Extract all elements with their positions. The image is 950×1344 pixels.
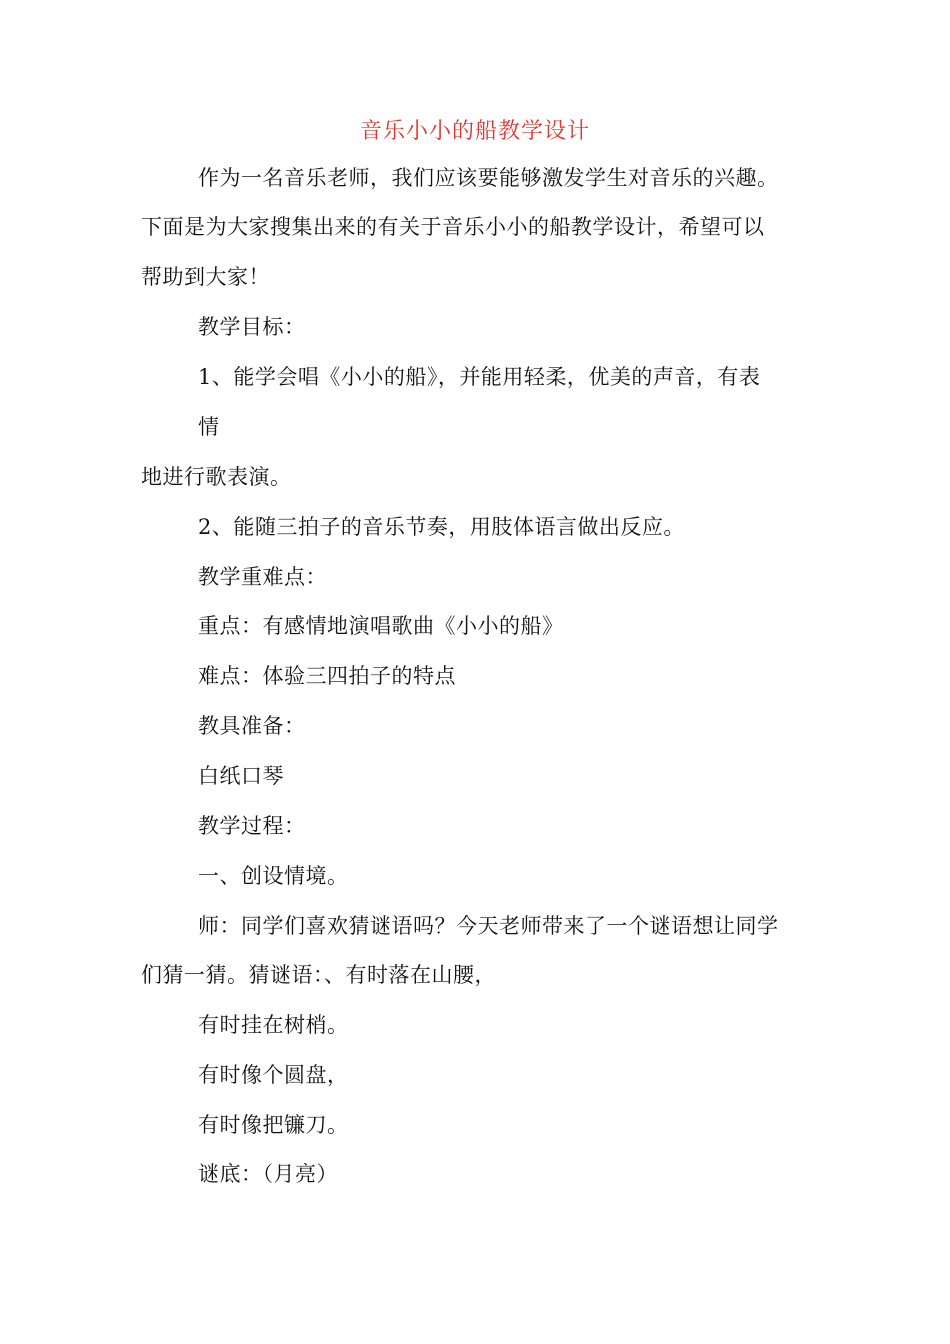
paragraph-line: 有时挂在树梢。	[198, 1013, 349, 1037]
paragraph-line: 谜底：（月亮）	[198, 1162, 338, 1186]
paragraph-line: 们猜一猜。猜谜语：、有时落在山腰，	[141, 963, 496, 987]
section-heading: 教具准备：	[198, 714, 306, 738]
paragraph-line: 情	[198, 415, 220, 439]
paragraph-line: 有时像把镰刀。	[198, 1113, 349, 1137]
paragraph-line: 白纸口琴	[198, 764, 284, 788]
paragraph-line: 一、创设情境。	[198, 864, 349, 888]
paragraph-line: 师：同学们喜欢猜谜语吗？今天老师带来了一个谜语想让同学	[198, 914, 779, 938]
paragraph-line: 难点：体验三四拍子的特点	[198, 664, 456, 688]
section-heading: 教学目标：	[198, 315, 306, 339]
paragraph-line: 2、能随三拍子的音乐节奏，用肢体语言做出反应。	[198, 515, 685, 539]
section-heading: 教学重难点：	[198, 565, 327, 589]
section-heading: 教学过程：	[198, 814, 306, 838]
paragraph-line: 作为一名音乐老师，我们应该要能够激发学生对音乐的兴趣。	[198, 166, 779, 190]
paragraph-line: 有时像个圆盘，	[198, 1063, 349, 1087]
paragraph-line: 下面是为大家搜集出来的有关于音乐小小的船教学设计，希望可以	[141, 215, 765, 239]
paragraph-line: 地进行歌表演。	[141, 465, 292, 489]
paragraph-line: 帮助到大家！	[141, 265, 270, 289]
paragraph-line: 重点：有感情地演唱歌曲《小小的船》	[198, 614, 564, 638]
document-title: 音乐小小的船教学设计	[359, 119, 590, 144]
paragraph-line: 1、能学会唱《小小的船》，并能用轻柔，优美的声音，有表	[198, 365, 761, 389]
